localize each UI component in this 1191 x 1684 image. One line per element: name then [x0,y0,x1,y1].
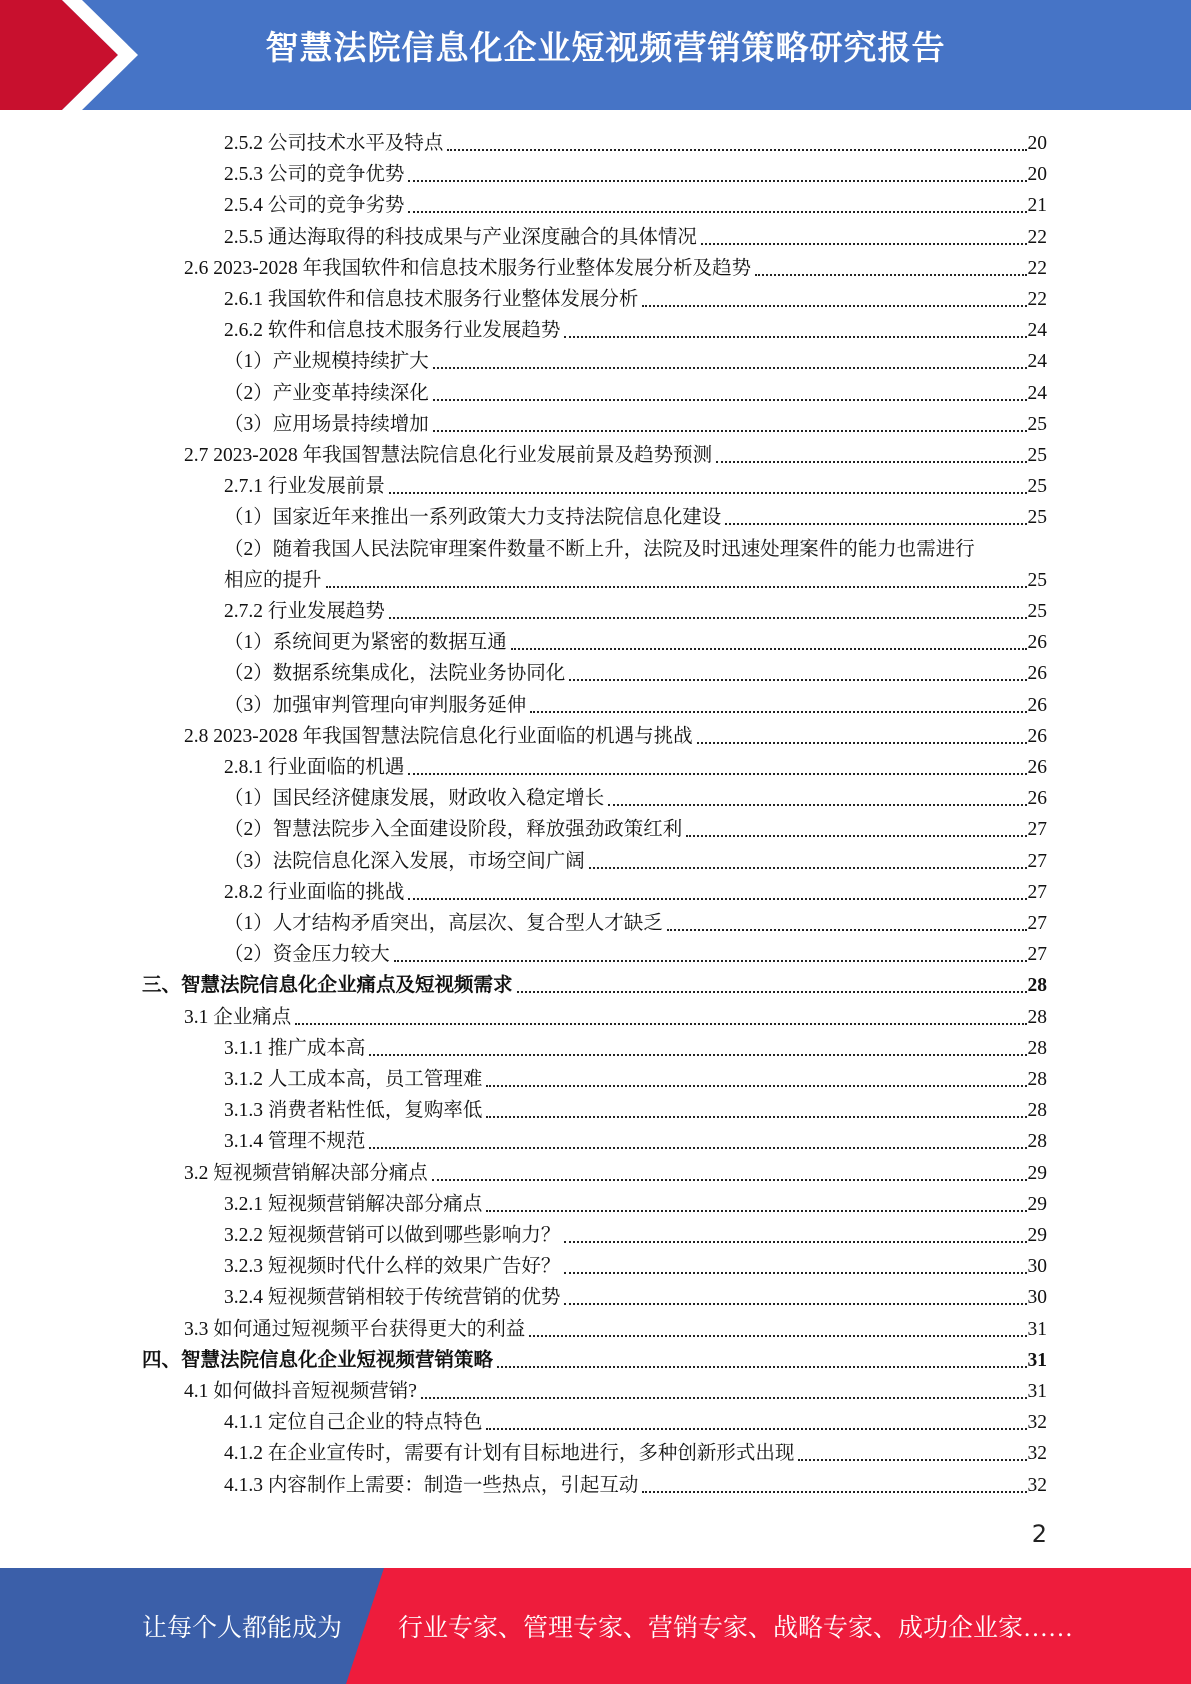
toc-dot-leader [326,566,1027,588]
toc-page-number: 20 [1027,164,1047,185]
toc-entry[interactable] [224,1438,1047,1469]
toc-entry[interactable] [224,596,1047,627]
toc-entry[interactable] [224,128,1047,159]
toc-entry[interactable] [184,1314,1047,1345]
toc-page-number: 30 [1027,1256,1047,1277]
toc-dot-leader [697,722,1027,744]
toc-dot-leader [408,878,1026,900]
toc-dot-leader [421,1377,1027,1399]
toc-entry-label: 3.1.3 消费者粘性低，复购率低 [224,1100,483,1121]
toc-entry-label: 3.2.3 短视频时代什么样的效果广告好？ [224,1256,561,1277]
toc-page-number: 28 [1027,1069,1047,1090]
toc-dot-leader [394,940,1027,962]
toc-dot-leader [408,160,1026,182]
toc-entry-label: （2）数据系统集成化，法院业务协同化 [224,663,566,684]
toc-page-number: 28 [1027,975,1047,996]
toc-entry[interactable] [224,284,1047,315]
toc-page-number: 32 [1027,1412,1047,1433]
toc-entry[interactable] [224,409,1047,440]
toc-entry[interactable] [184,440,1047,471]
toc-dot-leader [725,503,1026,525]
toc-entry-label: 4.1.1 定位自己企业的特点特色 [224,1412,483,1433]
toc-page-number: 29 [1027,1194,1047,1215]
toc-page-number: 26 [1027,632,1047,653]
toc-dot-leader [569,659,1026,681]
toc-entry-label: 四、智慧法院信息化企业短视频营销策略 [142,1350,494,1371]
toc-page-number: 31 [1027,1319,1047,1340]
toc-entry-label: 3.1.2 人工成本高，员工管理难 [224,1069,483,1090]
toc-entry[interactable] [224,565,1047,596]
toc-page-number: 28 [1027,1100,1047,1121]
toc-page-number: 29 [1027,1163,1047,1184]
toc-dot-leader [447,129,1026,151]
toc-dot-leader [369,1034,1026,1056]
toc-page-number: 31 [1027,1350,1047,1371]
toc-dot-leader [433,410,1027,432]
toc-dot-leader [295,1003,1026,1025]
toc-page-number: 25 [1027,507,1047,528]
toc-dot-leader [667,909,1027,931]
toc-entry-label: （1）人才结构矛盾突出，高层次、复合型人才缺乏 [224,913,663,934]
toc-entry-label: 2.6.1 我国软件和信息技术服务行业整体发展分析 [224,289,639,310]
toc-entry-label: 相应的提升 [224,570,322,591]
toc-entry[interactable] [224,939,1047,970]
toc-entry-label: 2.7.2 行业发展趋势 [224,601,385,622]
toc-entry[interactable] [224,1064,1047,1095]
toc-page-number: 24 [1027,320,1047,341]
toc-dot-leader [589,847,1027,869]
toc-entry-label: 3.1.1 推广成本高 [224,1038,366,1059]
toc-entry-label: （1）国家近年来推出一系列政策大力支持法院信息化建设 [224,507,722,528]
toc-page-number: 25 [1027,570,1047,591]
toc-entry-label: 2.8.2 行业面临的挑战 [224,882,405,903]
toc-page-number: 27 [1027,851,1047,872]
toc-entry[interactable] [184,1158,1047,1189]
toc-entry[interactable] [224,752,1047,783]
page-footer [0,1568,1191,1684]
toc-entry[interactable] [224,502,1047,533]
toc-entry-label: 3.2.2 短视频营销可以做到哪些影响力？ [224,1225,561,1246]
toc-dot-leader [686,815,1026,837]
toc-entry[interactable] [224,1126,1047,1157]
toc-dot-leader [755,254,1026,276]
toc-page-number: 31 [1027,1381,1047,1402]
toc-dot-leader [486,1096,1026,1118]
toc-entry-label: 2.5.5 通达海取得的科技成果与产业深度融合的具体情况 [224,227,697,248]
toc-entry[interactable] [224,222,1047,253]
toc-page-number: 25 [1027,445,1047,466]
toc-entry[interactable] [224,346,1047,377]
toc-entry[interactable] [184,721,1047,752]
toc-entry[interactable] [224,658,1047,689]
toc-entry[interactable] [142,970,1047,1001]
toc-entry[interactable] [224,1470,1047,1501]
toc-entry-label: 4.1.2 在企业宣传时，需要有计划有目标地进行，多种创新形式出现 [224,1443,795,1464]
toc-entry-label: 2.8 2023-2028 年我国智慧法院信息化行业面临的机遇与挑战 [184,726,693,747]
toc-page-number: 20 [1027,133,1047,154]
footer-slogan-right: 行业专家、管理专家、营销专家、战略专家、成功企业家…… [398,1615,1074,1642]
toc-page-number: 32 [1027,1443,1047,1464]
toc-entry-label: 2.5.3 公司的竞争优势 [224,164,405,185]
toc-dot-leader [701,223,1027,245]
toc-entry-label: 2.6.2 软件和信息技术服务行业发展趋势 [224,320,561,341]
toc-page-number: 26 [1027,726,1047,747]
toc-dot-leader [529,1315,1026,1337]
toc-dot-leader [530,691,1026,713]
toc-entry[interactable] [224,814,1047,845]
toc-page-number: 25 [1027,476,1047,497]
toc-page-number: 27 [1027,882,1047,903]
toc-dot-leader [486,1190,1026,1212]
toc-entry[interactable] [224,315,1047,346]
toc-entry-label: （3）应用场景持续增加 [224,414,429,435]
toc-dot-leader [389,472,1027,494]
toc-page-number: 26 [1027,695,1047,716]
toc-entry-label: 3.2.1 短视频营销解决部分痛点 [224,1194,483,1215]
toc-dot-leader [433,347,1027,369]
toc-entry[interactable] [224,1282,1047,1313]
toc-entry-label: 3.2 短视频营销解决部分痛点 [184,1163,428,1184]
toc-page-number: 22 [1027,289,1047,310]
toc-entry-label: （3）加强审判管理向审判服务延伸 [224,695,527,716]
toc-entry[interactable] [142,1345,1047,1376]
toc-dot-leader [433,379,1027,401]
toc-page-number: 29 [1027,1225,1047,1246]
toc-page-number: 27 [1027,819,1047,840]
toc-dot-leader [511,628,1027,650]
toc-entry[interactable] [224,1095,1047,1126]
toc-entry[interactable] [224,908,1047,939]
toc-page-number: 22 [1027,258,1047,279]
toc-entry-label: 4.1.3 内容制作上需要：制造一些热点，引起互动 [224,1475,639,1496]
toc-dot-leader [408,191,1026,213]
footer-slogan-left: 让每个人都能成为 [142,1615,343,1642]
toc-entry[interactable] [224,1407,1047,1438]
toc-entry[interactable] [224,627,1047,658]
toc-entry[interactable] [224,159,1047,190]
toc-entry-label: 2.6 2023-2028 年我国软件和信息技术服务行业整体发展分析及趋势 [184,258,752,279]
toc-dot-leader [369,1127,1026,1149]
toc-dot-leader [389,597,1027,619]
toc-entry-label: （3）法院信息化深入发展，市场空间广阔 [224,851,585,872]
toc-dot-leader [564,1221,1026,1243]
toc-entry-label: （1）产业规模持续扩大 [224,351,429,372]
toc-entry-label: 3.2.4 短视频营销相较于传统营销的优势 [224,1287,561,1308]
toc-entry[interactable] [224,190,1047,221]
toc-entry-label: 2.7 2023-2028 年我国智慧法院信息化行业发展前景及趋势预测 [184,445,713,466]
toc-page-number: 27 [1027,944,1047,965]
toc-dot-leader [564,1252,1026,1274]
toc-entry-label: （2）产业变革持续深化 [224,383,429,404]
toc-entry-label: （2）智慧法院步入全面建设阶段，释放强劲政策红利 [224,819,683,840]
toc-page-number: 24 [1027,351,1047,372]
toc-page-number: 28 [1027,1007,1047,1028]
toc-entry-label: （2）随着我国人民法院审理案件数量不断上升，法院及时迅速处理案件的能力也需进行 [224,539,975,560]
toc-entry-label: 3.1 企业痛点 [184,1007,292,1028]
page-number: 2 [1031,1520,1047,1548]
toc-entry-label: （1）系统间更为紧密的数据互通 [224,632,507,653]
toc-dot-leader [564,316,1026,338]
toc-dot-leader [642,1471,1026,1493]
toc-entry[interactable] [184,1002,1047,1033]
toc-entry-label: （1）国民经济健康发展，财政收入稳定增长 [224,788,605,809]
toc-entry[interactable] [184,253,1047,284]
toc-page-number: 21 [1027,195,1047,216]
toc-entry-label: 4.1 如何做抖音短视频营销? [184,1381,417,1402]
toc-page-number: 26 [1027,663,1047,684]
toc-dot-leader [608,784,1026,806]
toc-dot-leader [486,1408,1026,1430]
toc-page-number: 22 [1027,227,1047,248]
toc-entry[interactable] [224,783,1047,814]
toc-entry[interactable] [224,1220,1047,1251]
toc-dot-leader [642,285,1026,307]
toc-entry-label: 2.5.4 公司的竞争劣势 [224,195,405,216]
toc-entry-label: 2.5.2 公司技术水平及特点 [224,133,444,154]
toc-entry[interactable] [224,1189,1047,1220]
toc-entry-label: 三、智慧法院信息化企业痛点及短视频需求 [142,975,513,996]
toc-entry-label: 2.8.1 行业面临的机遇 [224,757,405,778]
toc-dot-leader [486,1065,1026,1087]
toc-dot-leader [798,1439,1026,1461]
toc-entry-label: 3.3 如何通过短视频平台获得更大的利益 [184,1319,526,1340]
toc-entry[interactable] [224,846,1047,877]
toc-entry[interactable] [184,1376,1047,1407]
page-header [0,0,1191,110]
toc-entry[interactable] [224,1033,1047,1064]
toc-entry-label: 3.1.4 管理不规范 [224,1131,366,1152]
toc-entry[interactable] [224,471,1047,502]
toc-page-number: 28 [1027,1038,1047,1059]
toc-dot-leader [564,1283,1026,1305]
toc-dot-leader [432,1159,1027,1181]
report-title: 智慧法院信息化企业短视频营销策略研究报告 [265,28,946,67]
toc-page-number: 26 [1027,757,1047,778]
toc-page-number: 27 [1027,913,1047,934]
toc-page-number: 24 [1027,383,1047,404]
toc-entry[interactable] [224,877,1047,908]
toc-page-number: 25 [1027,601,1047,622]
toc-dot-leader [716,441,1026,463]
toc-page-number: 28 [1027,1131,1047,1152]
toc-page-number: 25 [1027,414,1047,435]
toc-entry[interactable] [224,534,1049,565]
toc-page-number: 26 [1027,788,1047,809]
toc-dot-leader [497,1346,1026,1368]
toc-entry[interactable] [224,1251,1047,1282]
toc-entry[interactable] [224,378,1047,409]
toc-page-number: 32 [1027,1475,1047,1496]
toc-entry-label: 2.7.1 行业发展前景 [224,476,385,497]
toc-dot-leader [408,753,1026,775]
toc-entry[interactable] [224,690,1047,721]
toc-page-number: 30 [1027,1287,1047,1308]
toc-entry-label: （2）资金压力较大 [224,944,390,965]
toc-dot-leader [517,971,1027,993]
